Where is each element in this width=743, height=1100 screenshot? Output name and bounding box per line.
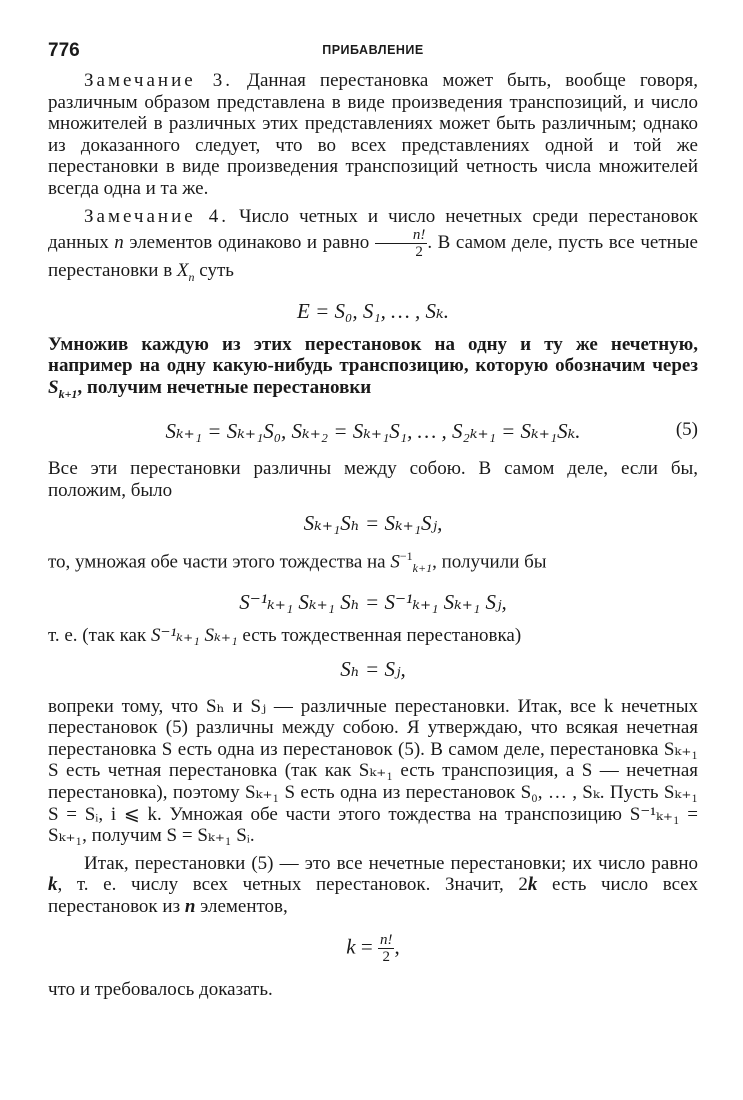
var-X-subscript: n [188, 269, 195, 284]
paragraph-conclusion [48, 853, 698, 918]
page-number: 776 [48, 40, 80, 61]
remark-4-text-c: . В самом деле, пусть все четные перестановки в [48, 232, 698, 282]
equation-final-denominator: 2 [382, 948, 390, 965]
equation-5-formula: Sₖ₊₁ = Sₖ₊₁S₀, Sₖ₊₂ = Sₖ₊₁S₁, … , S₂ₖ₊₁ = Sₖ₊₁Sₖ. [165, 419, 581, 444]
equation-suppose [48, 511, 698, 536]
paragraph-conclusion-text-d: элементов, [195, 895, 288, 917]
closing-line: что и требовалось доказать. [48, 978, 273, 1000]
equation-suppose-text: Sₖ₊₁Sₕ = Sₖ₊₁Sⱼ, [303, 511, 443, 536]
fraction-n-factorial-over-2 [375, 227, 428, 260]
var-X: X [176, 260, 189, 282]
equation-inverse [48, 590, 698, 615]
equation-equal-text: Sₕ = Sⱼ, [340, 656, 406, 681]
equation-5 [48, 419, 698, 444]
equation-final-numerator: n! [379, 931, 393, 948]
equation-final-tail: , [394, 933, 400, 958]
paragraph-multiply [48, 334, 698, 406]
remark-3-text: Данная перестановка может быть, вообще говоря, различным образом представлена в виде произведения транспозиций, и число множителей в различных этих представлениях может быть различным; однако из доказанного следует, что во всех представлениях одной и той же перестановки в виде произведения транспозиций четность числа множителей всегда одна и та же. [48, 70, 698, 199]
equation-even-text: E = S₀, S₁, … , Sₖ. [297, 298, 449, 323]
var-S-inverse-sub: k+1 [412, 561, 433, 576]
fraction-denominator: 2 [415, 244, 423, 261]
remark-4-text-b: элементов одинаково и равно [123, 232, 375, 254]
paragraph-contrary: вопреки тому, что Sₕ и Sⱼ — различные перестановки. Итак, все k нечетных перестановок (5) различны между собою. Я утверждаю, что всякая нечетная перестановка S есть одна из перестановок (5). В самом деле, перестановка Sₖ₊₁ S есть четная перестановка (так как Sₖ₊₁ есть транспозиция, а S — нечетная перестановка), поэтому Sₖ₊₁ S есть одна из перестановок S₀, … , Sₖ. Пусть Sₖ₊₁ S = Sᵢ, i ⩽ k. Умножая обе части этого тождества на транспозицию S⁻¹ₖ₊₁ = Sₖ₊₁, получим S = Sₖ₊₁ Sᵢ. [48, 695, 698, 847]
fraction-numerator: n! [412, 227, 426, 244]
remark-3 [48, 70, 698, 200]
paragraph-multiply-text-a: Умножив каждую из этих перестановок на одну и ту же нечетную, например на одну какую-нибудь транспозицию, которую обозначим через [48, 333, 698, 377]
var-n-2: n [184, 895, 196, 917]
paragraph-multiply-text-b: , получим нечетные перестановки [77, 376, 372, 398]
paragraph-conclusion-text-b: , т. е. числу всех четных перестановок. Значит, 2 [57, 874, 528, 896]
paragraph-conclusion-text-a: Итак, перестановки (5) — это все нечетные перестановки; их число равно [84, 852, 698, 874]
paragraph-multiply-both [48, 546, 698, 580]
equation-5-number: (5) [675, 419, 698, 441]
var-S-inverse-sup: −1 [399, 549, 413, 564]
var-S: S [48, 376, 59, 398]
equation-equal [48, 657, 698, 682]
equation-final-lhs: k [346, 933, 356, 958]
paragraph-multiply-both-text-b: , получили бы [432, 551, 547, 573]
paragraph-ie-text-a: т. е. (так как [48, 625, 151, 647]
equation-even-permutations [48, 299, 698, 324]
paragraph-ie-expr: S⁻¹ₖ₊₁ Sₖ₊₁ [150, 625, 238, 647]
var-S-inverse: S [390, 551, 400, 573]
var-k: k [48, 874, 58, 896]
remark-4-text-d: суть [194, 260, 234, 282]
running-title: ПРИБАВЛЕНИЕ [322, 43, 424, 57]
var-n: n [114, 232, 124, 254]
var-S-subscript: k+1 [58, 386, 78, 401]
remark-4 [48, 206, 698, 289]
remark-4-text-a: Число четных и число нечетных среди перестановок данных [48, 205, 698, 254]
page-header [48, 40, 698, 70]
paragraph-ie [48, 625, 698, 647]
equation-final-fraction [378, 932, 395, 965]
equation-inverse-text: S⁻¹ₖ₊₁ Sₖ₊₁ Sₕ = S⁻¹ₖ₊₁ Sₖ₊₁ Sⱼ, [239, 590, 507, 615]
remark-4-label: Замечание 4. [84, 205, 230, 227]
var-k-2: k [527, 874, 538, 896]
paragraph-ie-text-b: есть тождественная перестановка) [237, 625, 522, 647]
page [48, 40, 698, 1000]
remark-3-label: Замечание 3. [84, 70, 233, 91]
equation-final: k = $\frac{n!}{2}$ , [346, 931, 400, 965]
paragraph-conclusion-text-c: есть число всех перестановок из [48, 874, 698, 917]
paragraph-distinct: Все эти перестановки различны между собою. В самом деле, если бы, положим, было [48, 458, 698, 501]
paragraph-multiply-both-text-a: то, умножая обе части этого тождества на [48, 551, 391, 573]
